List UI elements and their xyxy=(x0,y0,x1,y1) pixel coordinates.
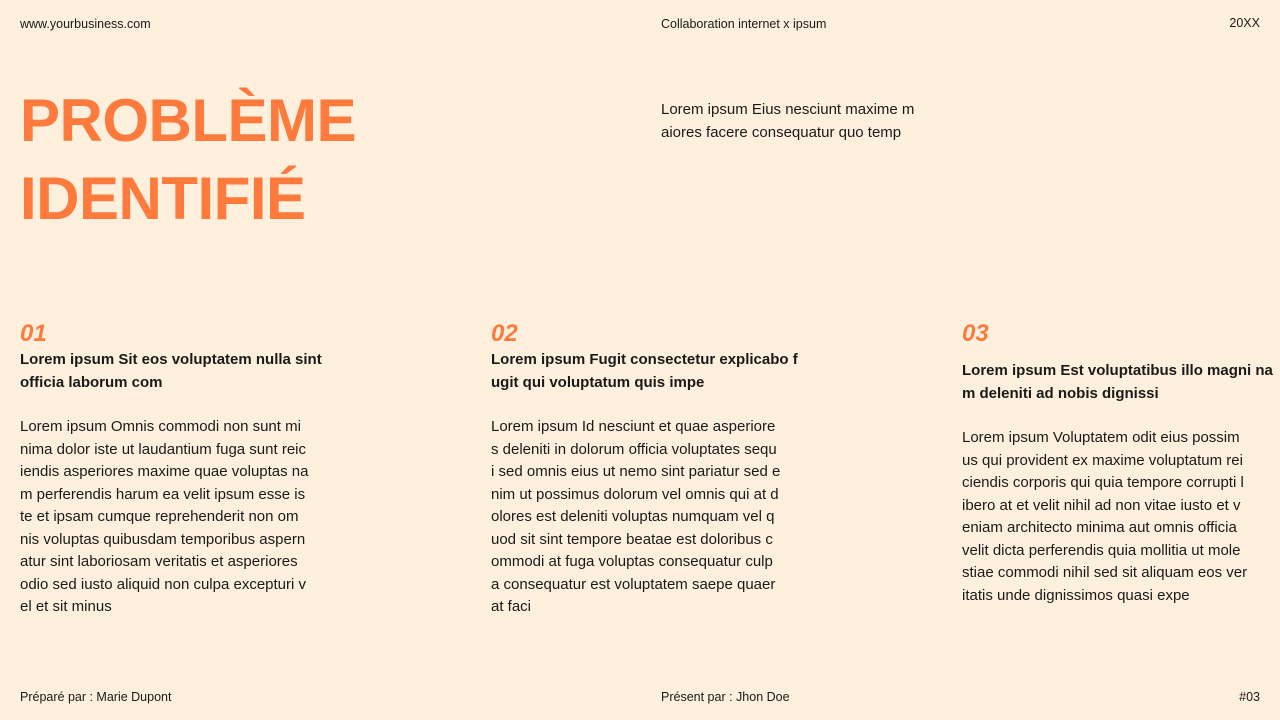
page-title xyxy=(20,82,356,238)
year-label: 20XX xyxy=(1229,16,1260,30)
body-line: Lorem ipsum Omnis commodi non sunt mi xyxy=(20,418,301,435)
body-line: uod sit sint tempore beatae est doloribus c xyxy=(491,530,773,548)
column-number: 03 xyxy=(962,320,989,347)
heading-line: officia laborum com xyxy=(20,373,163,391)
body-line: atur sint laboriosam veritatis et asperiores xyxy=(20,553,298,570)
column-number: 02 xyxy=(491,320,518,347)
problem-column-1 xyxy=(20,320,340,619)
body-line: nima dolor iste ut laudantium fuga sunt reic xyxy=(20,440,306,458)
column-body xyxy=(962,427,1280,607)
body-line: i sed omnis eius ut nemo sint pariatur sed e xyxy=(491,463,781,480)
body-line: olores est deleniti voluptas numquam vel q xyxy=(491,508,775,525)
body-line: nim ut possimus dolorum vel omnis qui at d xyxy=(491,485,779,503)
body-line: a consequatur est voluptatem saepe quaer xyxy=(491,575,776,593)
heading-line: ugit qui voluptatum quis impe xyxy=(491,373,705,391)
body-line: stiae commodi nihil sed sit aliquam eos ver xyxy=(962,564,1248,581)
problem-column-2 xyxy=(491,320,811,619)
body-line: m perferendis harum ea velit ipsum esse is xyxy=(20,485,306,503)
intro-line: aiores facere consequatur quo temp xyxy=(661,123,902,141)
column-heading xyxy=(20,349,340,394)
heading-line: Lorem ipsum Est voluptatibus illo magni na xyxy=(962,362,1273,379)
body-line: nis voluptas quibusdam temporibus aspern xyxy=(20,530,306,548)
body-line: odio sed iusto aliquid non culpa excepturi v xyxy=(20,575,307,593)
column-body xyxy=(20,416,340,619)
body-line: iendis asperiores maxime quae voluptas na xyxy=(20,463,309,480)
collaboration-label: Collaboration internet x ipsum xyxy=(661,17,827,31)
body-line: at faci xyxy=(491,598,532,615)
body-line: eniam architecto minima aut omnis officia xyxy=(962,519,1237,536)
intro-line: Lorem ipsum Eius nesciunt maxime m xyxy=(661,101,915,118)
body-line: te et ipsam cumque reprehenderit non om xyxy=(20,508,299,525)
intro-text xyxy=(661,99,914,144)
presented-by: Présent par : Jhon Doe xyxy=(661,690,790,704)
body-line: velit dicta perferendis quia mollitia ut mole xyxy=(962,541,1241,559)
heading-line: Lorem ipsum Fugit consectetur explicabo f xyxy=(491,351,798,368)
body-line: ciendis corporis qui quia tempore corrupti l xyxy=(962,474,1244,491)
title-line: IDENTIFIÉ xyxy=(20,165,306,232)
title-line: PROBLÈME xyxy=(20,87,357,154)
body-line: us qui provident ex maxime voluptatum rei xyxy=(962,451,1243,469)
website-url: www.yourbusiness.com xyxy=(20,17,151,31)
body-line: ibero at et velit nihil ad non vitae iusto et v xyxy=(962,496,1241,514)
body-line: Lorem ipsum Id nesciunt et quae asperiore xyxy=(491,418,776,435)
heading-line: m deleniti ad nobis dignissi xyxy=(962,384,1159,402)
page-number: #03 xyxy=(1239,690,1260,704)
prepared-by: Préparé par : Marie Dupont xyxy=(20,690,172,704)
body-line: el et sit minus xyxy=(20,598,112,615)
column-number: 01 xyxy=(20,320,47,347)
body-line: s deleniti in dolorum officia voluptates sequ xyxy=(491,440,777,458)
body-line: itatis unde dignissimos quasi expe xyxy=(962,586,1190,604)
heading-line: Lorem ipsum Sit eos voluptatem nulla sint xyxy=(20,351,322,368)
column-body xyxy=(491,416,811,619)
column-heading xyxy=(962,360,1280,405)
body-line: Lorem ipsum Voluptatem odit eius possim xyxy=(962,429,1240,446)
column-heading xyxy=(491,349,811,394)
body-line: ommodi at fuga voluptas consequatur culp xyxy=(491,553,773,570)
problem-column-3 xyxy=(962,320,1280,607)
